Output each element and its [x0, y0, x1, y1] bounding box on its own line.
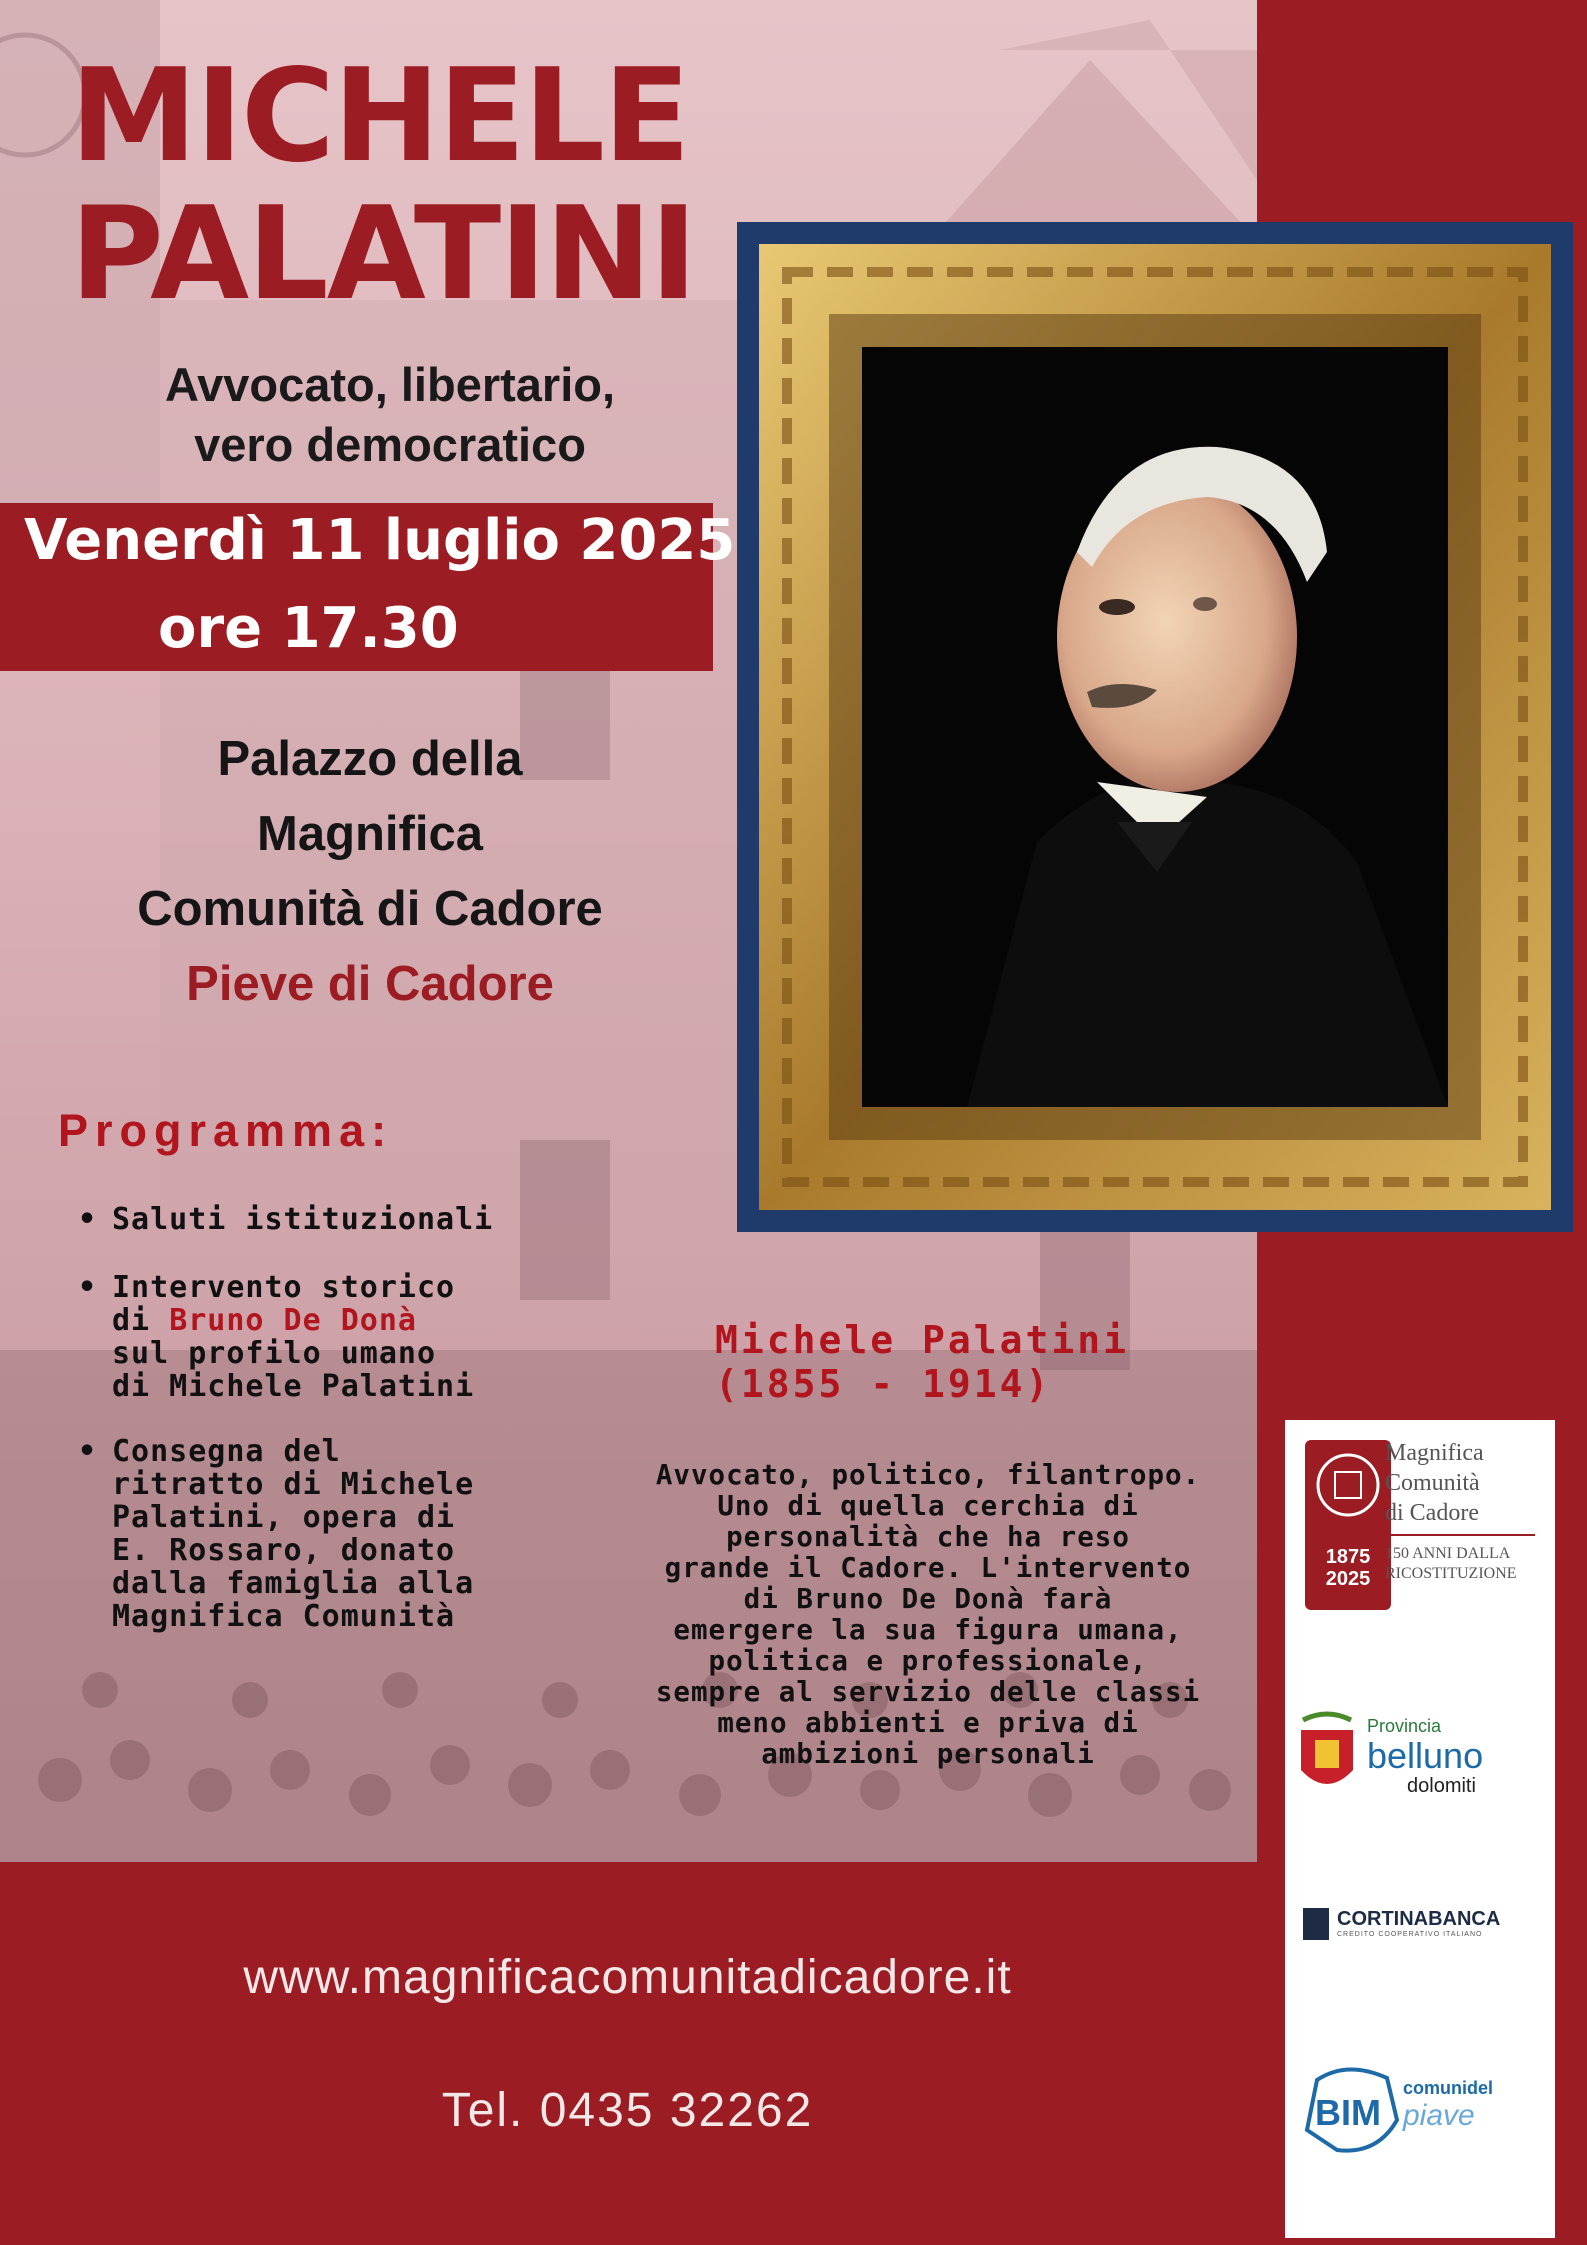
bio-line: Avvocato, politico, filantropo. — [655, 1459, 1201, 1491]
bio-line: personalità che ha reso — [726, 1521, 1130, 1553]
venue — [80, 722, 660, 1022]
event-time: ore 17.30 — [158, 596, 459, 661]
subtitle-line-1: Avvocato, libertario, — [164, 358, 616, 411]
speaker-name: Bruno De Donà — [169, 1303, 417, 1338]
bio-text — [628, 1460, 1228, 1770]
bim-piave-logo — [1403, 2078, 1493, 2133]
portrait-image — [737, 222, 1573, 1232]
belluno-label: Provincia — [1367, 1716, 1442, 1736]
bio-name: Michele Palatini — [715, 1318, 1130, 1362]
subtitle-line-2: vero democratico — [194, 418, 586, 471]
program-item-line: sul profilo umano — [112, 1336, 437, 1371]
website-link[interactable]: www.magnificacomunitadicadore.it — [243, 1951, 1012, 2004]
venue-city: Pieve di Cadore — [186, 957, 554, 1011]
mcc-tagline-line: RICOSTITUZIONE — [1385, 1565, 1517, 1582]
bio-line: di Bruno De Donà farà — [743, 1583, 1113, 1615]
mcc-year-start: 1875 — [1325, 1546, 1371, 1568]
cortinabanca-tag: CREDITO COOPERATIVO ITALIANO — [1337, 1931, 1483, 1938]
bullet-icon: • — [78, 1434, 98, 1469]
venue-line-3: Comunità di Cadore — [137, 882, 603, 936]
bullet-icon: • — [78, 1270, 98, 1305]
program-item-line: E. Rossaro, donato — [112, 1533, 456, 1568]
program-item — [78, 1271, 538, 1403]
title-line-2: PALATINI — [70, 180, 696, 329]
venue-line-2: Magnifica — [257, 807, 483, 861]
cortinabanca-logo — [1337, 1908, 1500, 1938]
sponsor-logos — [1285, 1420, 1555, 2238]
program-item-line: Consegna del — [112, 1434, 341, 1469]
venue-line-1: Palazzo della — [217, 732, 523, 786]
subtitle — [110, 355, 670, 475]
mcc-year-end: 2025 — [1325, 1568, 1371, 1590]
program-item-line: dalla famiglia alla — [112, 1566, 475, 1601]
program-item — [78, 1435, 538, 1633]
bio-line: politica e professionale, — [708, 1645, 1148, 1677]
program-item-line: Intervento storico — [112, 1270, 456, 1305]
bio-line: emergere la sua figura umana, — [673, 1614, 1183, 1646]
cortinabanca-mark-icon — [1303, 1908, 1329, 1940]
cortinabanca-name: CORTINABANCA — [1337, 1908, 1501, 1930]
program-item-line: Palatini, opera di — [112, 1500, 456, 1535]
bim-piave-line: comunidel — [1403, 2078, 1494, 2098]
mcc-crest-icon — [1305, 1440, 1391, 1610]
mcc-name-line: Comunità — [1385, 1470, 1480, 1496]
mcc-divider — [1385, 1534, 1535, 1536]
program-item-line: ritratto di Michele — [112, 1467, 475, 1502]
phone-number: Tel. 0435 32262 — [441, 2084, 814, 2137]
program-item-line: Magnifica Comunità — [112, 1599, 456, 1634]
program-item-text: Saluti istituzionali — [112, 1202, 494, 1237]
title-line-1: MICHELE — [70, 42, 689, 191]
belluno-logo — [1367, 1716, 1483, 1798]
program-item-line: di — [112, 1303, 170, 1338]
mcc-name — [1385, 1438, 1550, 1528]
bio-heading — [715, 1318, 1129, 1406]
bio-years: (1855 - 1914) — [715, 1362, 1052, 1406]
page-title — [70, 42, 710, 329]
bio-line: meno abbienti e priva di — [717, 1707, 1139, 1739]
bio-line: ambizioni personali — [761, 1738, 1095, 1770]
bim-piave-line: piave — [1403, 2099, 1475, 2132]
mcc-tagline — [1385, 1544, 1550, 1584]
program-item-line: di Michele Palatini — [112, 1369, 475, 1404]
bio-line: Uno di quella cerchia di — [717, 1490, 1139, 1522]
program-item — [78, 1203, 538, 1236]
bio-line: grande il Cadore. L'intervento — [664, 1552, 1192, 1584]
belluno-crest-icon — [1295, 1710, 1359, 1804]
program-heading: Programma: — [58, 1105, 394, 1156]
mcc-name-line: di Cadore — [1385, 1500, 1479, 1526]
belluno-label: belluno — [1367, 1735, 1484, 1776]
bio-line: sempre al servizio delle classi — [655, 1676, 1201, 1708]
mcc-tagline-line: 150 ANNI DALLA — [1385, 1545, 1511, 1562]
bullet-icon: • — [78, 1202, 98, 1237]
mcc-name-line: Magnifica — [1385, 1440, 1484, 1466]
bim-label: BIM — [1315, 2092, 1381, 2133]
belluno-label: dolomiti — [1407, 1775, 1476, 1797]
event-date: Venerdì 11 luglio 2025 — [24, 508, 736, 573]
